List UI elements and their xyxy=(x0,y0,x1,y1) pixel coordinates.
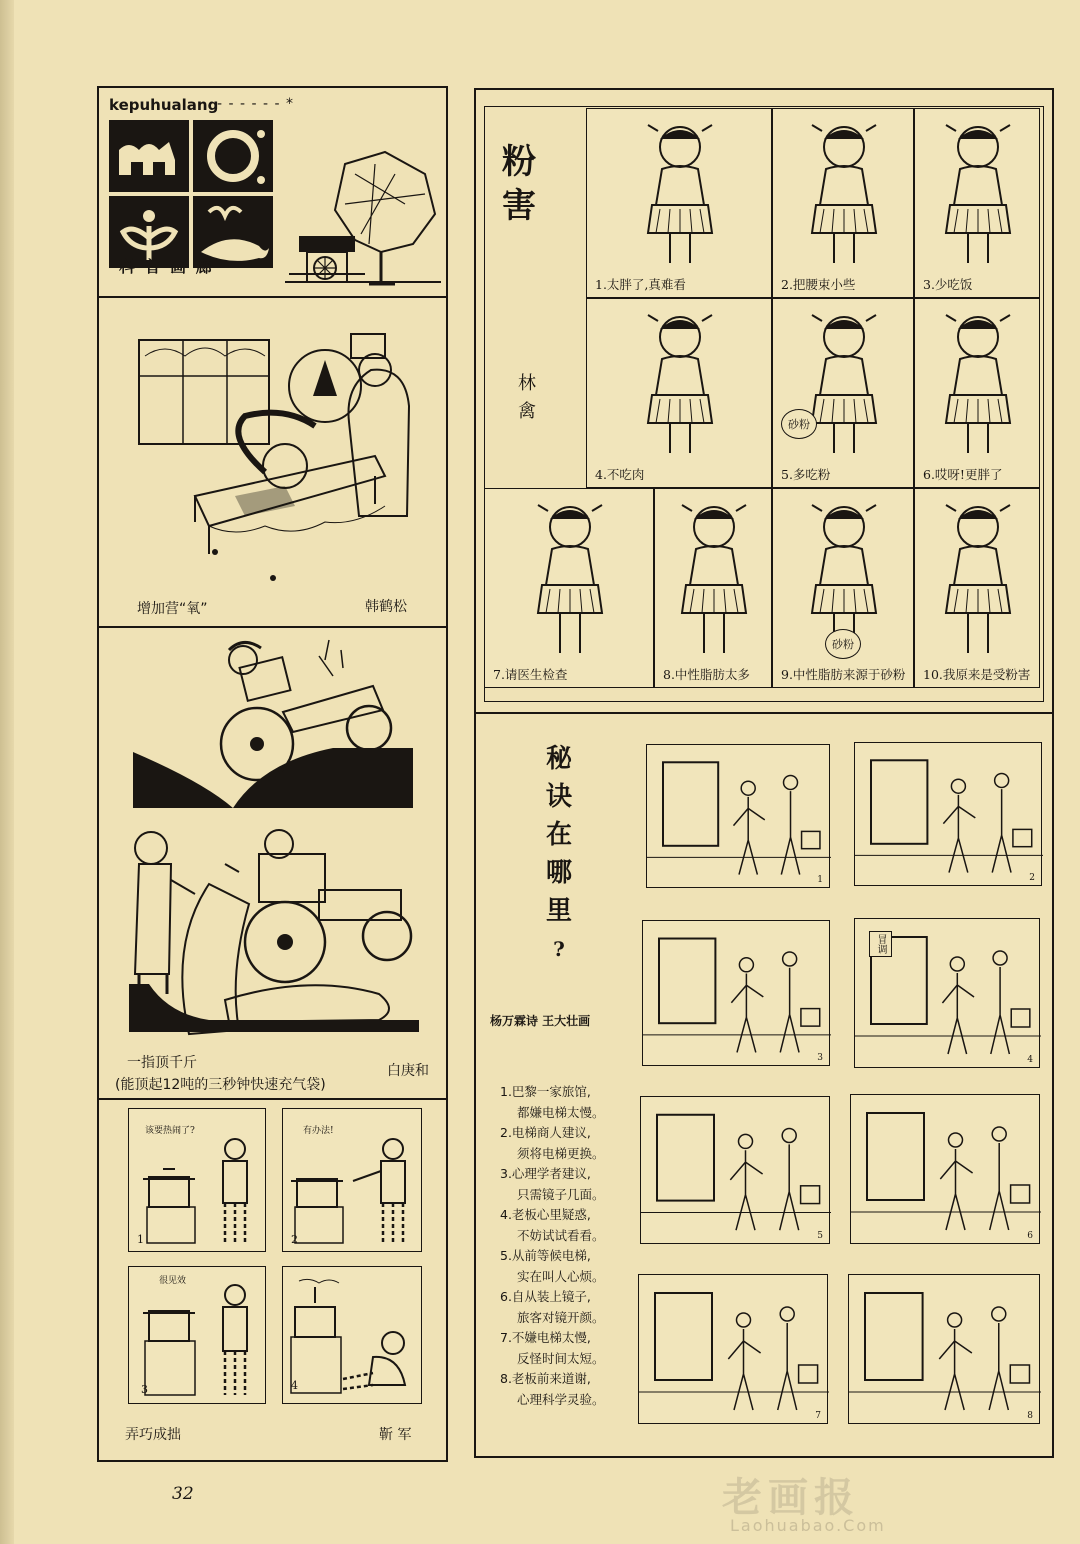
hotel-sign-text: 冒调 xyxy=(869,931,892,957)
secret-panel-number: 4 xyxy=(1027,1055,1033,1065)
fen-hai-caption: 3.少吃饭 xyxy=(923,277,973,292)
secret-panel-7 xyxy=(638,1274,828,1424)
cartoon-finger xyxy=(99,628,446,1100)
panel-number-2: 2 xyxy=(291,1233,298,1246)
secret-panel-3 xyxy=(642,920,830,1066)
page-number: 32 xyxy=(172,1484,194,1504)
watermark-sub: Laohuabao.Com xyxy=(730,1516,886,1535)
fen-hai-panel-7 xyxy=(484,488,654,688)
secret-panel-5 xyxy=(640,1096,830,1244)
bubble-text-2: 有办法! xyxy=(303,1126,334,1136)
finger-caption-line1: 一指顶千斤 xyxy=(127,1055,197,1071)
gallery-title: 科 普 画 廊 xyxy=(119,257,214,276)
gallery-latin-title: kepuhualang xyxy=(109,96,219,114)
lobby-scene-illustration xyxy=(851,1095,1041,1245)
bubble-text-1: 该要热闹了? xyxy=(145,1126,195,1136)
fen-hai-panel-4 xyxy=(586,298,772,488)
poem-line: 不妨试试看看。 xyxy=(517,1227,605,1243)
cartoon-clumsy xyxy=(99,1100,446,1460)
panel-number-3: 3 xyxy=(141,1383,148,1396)
pressure-cooker-icon xyxy=(143,1297,203,1397)
secret-panel-number: 1 xyxy=(817,875,823,885)
man-figure-icon xyxy=(353,1137,413,1249)
poem-line: 旅客对镜开颜。 xyxy=(517,1309,605,1325)
panel-number-1: 1 xyxy=(137,1233,144,1246)
finger-author: 白庚和 xyxy=(387,1063,429,1079)
clumsy-panel-1 xyxy=(128,1108,266,1252)
road-roller-bump-illustration xyxy=(133,632,413,808)
lobby-scene-illustration xyxy=(855,743,1043,887)
fen-hai-panel-5 xyxy=(772,298,914,488)
pressure-cooker-icon xyxy=(291,1169,351,1245)
poem-line: 1.巴黎一家旅馆, xyxy=(500,1084,591,1099)
poem-line: 3.心理学者建议, xyxy=(500,1166,591,1181)
road-roller-airbag-illustration xyxy=(129,824,419,1052)
fen-hai-panel-3 xyxy=(914,108,1040,298)
fen-hai-caption: 4.不吃肉 xyxy=(595,467,645,482)
finger-caption-line2: (能顶起12吨的三秒钟快速充气袋) xyxy=(115,1077,326,1093)
poem-line: 5.从前等候电梯, xyxy=(500,1248,591,1263)
clumsy-author: 靳 军 xyxy=(379,1427,412,1443)
fen-hai-caption: 1.太胖了,真难看 xyxy=(595,277,686,292)
fen-hai-caption: 6.哎呀!更胖了 xyxy=(923,467,1003,482)
girl-figure-icon xyxy=(773,299,915,465)
poem-line: 6.自从装上镜子, xyxy=(500,1289,591,1304)
fen-hai-panel-8 xyxy=(654,488,772,688)
gallery-header xyxy=(99,88,446,298)
poem-line: 实在叫人心烦。 xyxy=(517,1268,605,1284)
clumsy-panel-3 xyxy=(128,1266,266,1404)
poem-line: 只需镜子几面。 xyxy=(517,1186,605,1202)
fen-hai-panel-1 xyxy=(586,108,772,298)
clumsy-panel-4 xyxy=(282,1266,422,1404)
oxygen-illustration xyxy=(135,326,425,586)
secret-panel-6 xyxy=(850,1094,1040,1244)
girl-figure-icon xyxy=(485,489,655,665)
fen-hai-author: 林 禽 xyxy=(518,373,536,422)
poem-line: 4.老板心里疑惑, xyxy=(500,1207,591,1222)
secret-panel-number: 3 xyxy=(817,1053,823,1063)
fen-hai-caption: 10.我原来是受粉害 xyxy=(923,667,1031,682)
lobby-scene-illustration xyxy=(639,1275,829,1425)
oxygen-caption: 增加营“氧” xyxy=(137,601,208,617)
poem-line: 心理科学灵验。 xyxy=(517,1391,605,1407)
fen-hai-panel-6 xyxy=(914,298,1040,488)
fen-hai-caption: 2.把腰束小些 xyxy=(781,277,856,292)
secret-panel-number: 6 xyxy=(1027,1231,1033,1241)
poem-line: 反怪时间太短。 xyxy=(517,1350,605,1366)
lobby-scene-illustration xyxy=(647,745,831,889)
panel-number-4: 4 xyxy=(291,1379,298,1392)
pressure-cooker-icon xyxy=(143,1165,203,1245)
girl-figure-icon xyxy=(915,109,1041,275)
secret-title: 秘 诀 在 哪 里 ? xyxy=(546,744,573,961)
secret-credits: 杨万霖诗 王大壮画 xyxy=(490,1014,591,1028)
clumsy-panel-2 xyxy=(282,1108,422,1252)
secret-panel-8 xyxy=(848,1274,1040,1424)
secret-panel-number: 2 xyxy=(1029,873,1035,883)
fallen-man-icon xyxy=(343,1329,415,1397)
fen-hai-panel-2 xyxy=(772,108,914,298)
poem-line: 都嫌电梯太慢。 xyxy=(517,1104,605,1120)
secret-poem xyxy=(500,1082,630,1410)
fen-hai-caption: 9.中性脂肪来源于砂粉 xyxy=(781,667,906,682)
fen-hai-caption: 5.多吃粉 xyxy=(781,467,831,482)
oxygen-author: 韩鹤松 xyxy=(365,599,407,615)
bubble-text-3: 很见效 xyxy=(159,1276,187,1286)
man-figure-icon xyxy=(213,1137,257,1249)
cartoon-oxygen xyxy=(99,296,446,628)
girl-figure-icon xyxy=(915,299,1041,465)
fen-hai-title: 粉 害 xyxy=(502,142,536,226)
secret-panel-number: 8 xyxy=(1027,1411,1033,1421)
fen-hai-caption: 8.中性脂肪太多 xyxy=(663,667,750,682)
man-figure-icon xyxy=(213,1283,257,1399)
fen-hai-caption: 7.请医生检查 xyxy=(493,667,568,682)
exploded-cooker-icon xyxy=(289,1277,349,1397)
girl-figure-icon xyxy=(587,299,773,465)
tree-house-illustration xyxy=(285,144,441,292)
poem-line: 8.老板前来道谢, xyxy=(500,1371,591,1386)
clumsy-caption: 弄巧成拙 xyxy=(125,1427,181,1443)
powder-bowl-label: 砂粉 xyxy=(781,409,817,439)
poem-line: 须将电梯更换。 xyxy=(517,1145,605,1161)
lobby-scene-illustration xyxy=(643,921,831,1067)
powder-bowl-label: 砂粉 xyxy=(825,629,861,659)
girl-figure-icon xyxy=(773,109,915,275)
girl-figure-icon xyxy=(587,109,773,275)
girl-figure-icon xyxy=(915,489,1041,665)
secret-panel-number: 7 xyxy=(815,1411,821,1421)
fen-hai-panel-9 xyxy=(772,488,914,688)
watermark-main: 老画报 xyxy=(722,1475,860,1521)
lobby-scene-illustration xyxy=(641,1097,831,1245)
poem-line: 7.不嫌电梯太慢, xyxy=(500,1330,591,1345)
secret-panel-2 xyxy=(854,742,1042,886)
secret-panel-number: 5 xyxy=(817,1231,823,1241)
gallery-logo-icon xyxy=(109,120,277,270)
page-binding-edge xyxy=(0,0,14,1544)
lobby-scene-illustration xyxy=(849,1275,1041,1425)
dotted-leader: - - - - - - * xyxy=(217,96,295,112)
girl-figure-icon xyxy=(655,489,773,665)
poem-line: 2.电梯商人建议, xyxy=(500,1125,591,1140)
secret-panel-4 xyxy=(854,918,1040,1068)
fen-hai-panel-10 xyxy=(914,488,1040,688)
secret-panel-1 xyxy=(646,744,830,888)
fen-hai-section xyxy=(476,90,1052,714)
